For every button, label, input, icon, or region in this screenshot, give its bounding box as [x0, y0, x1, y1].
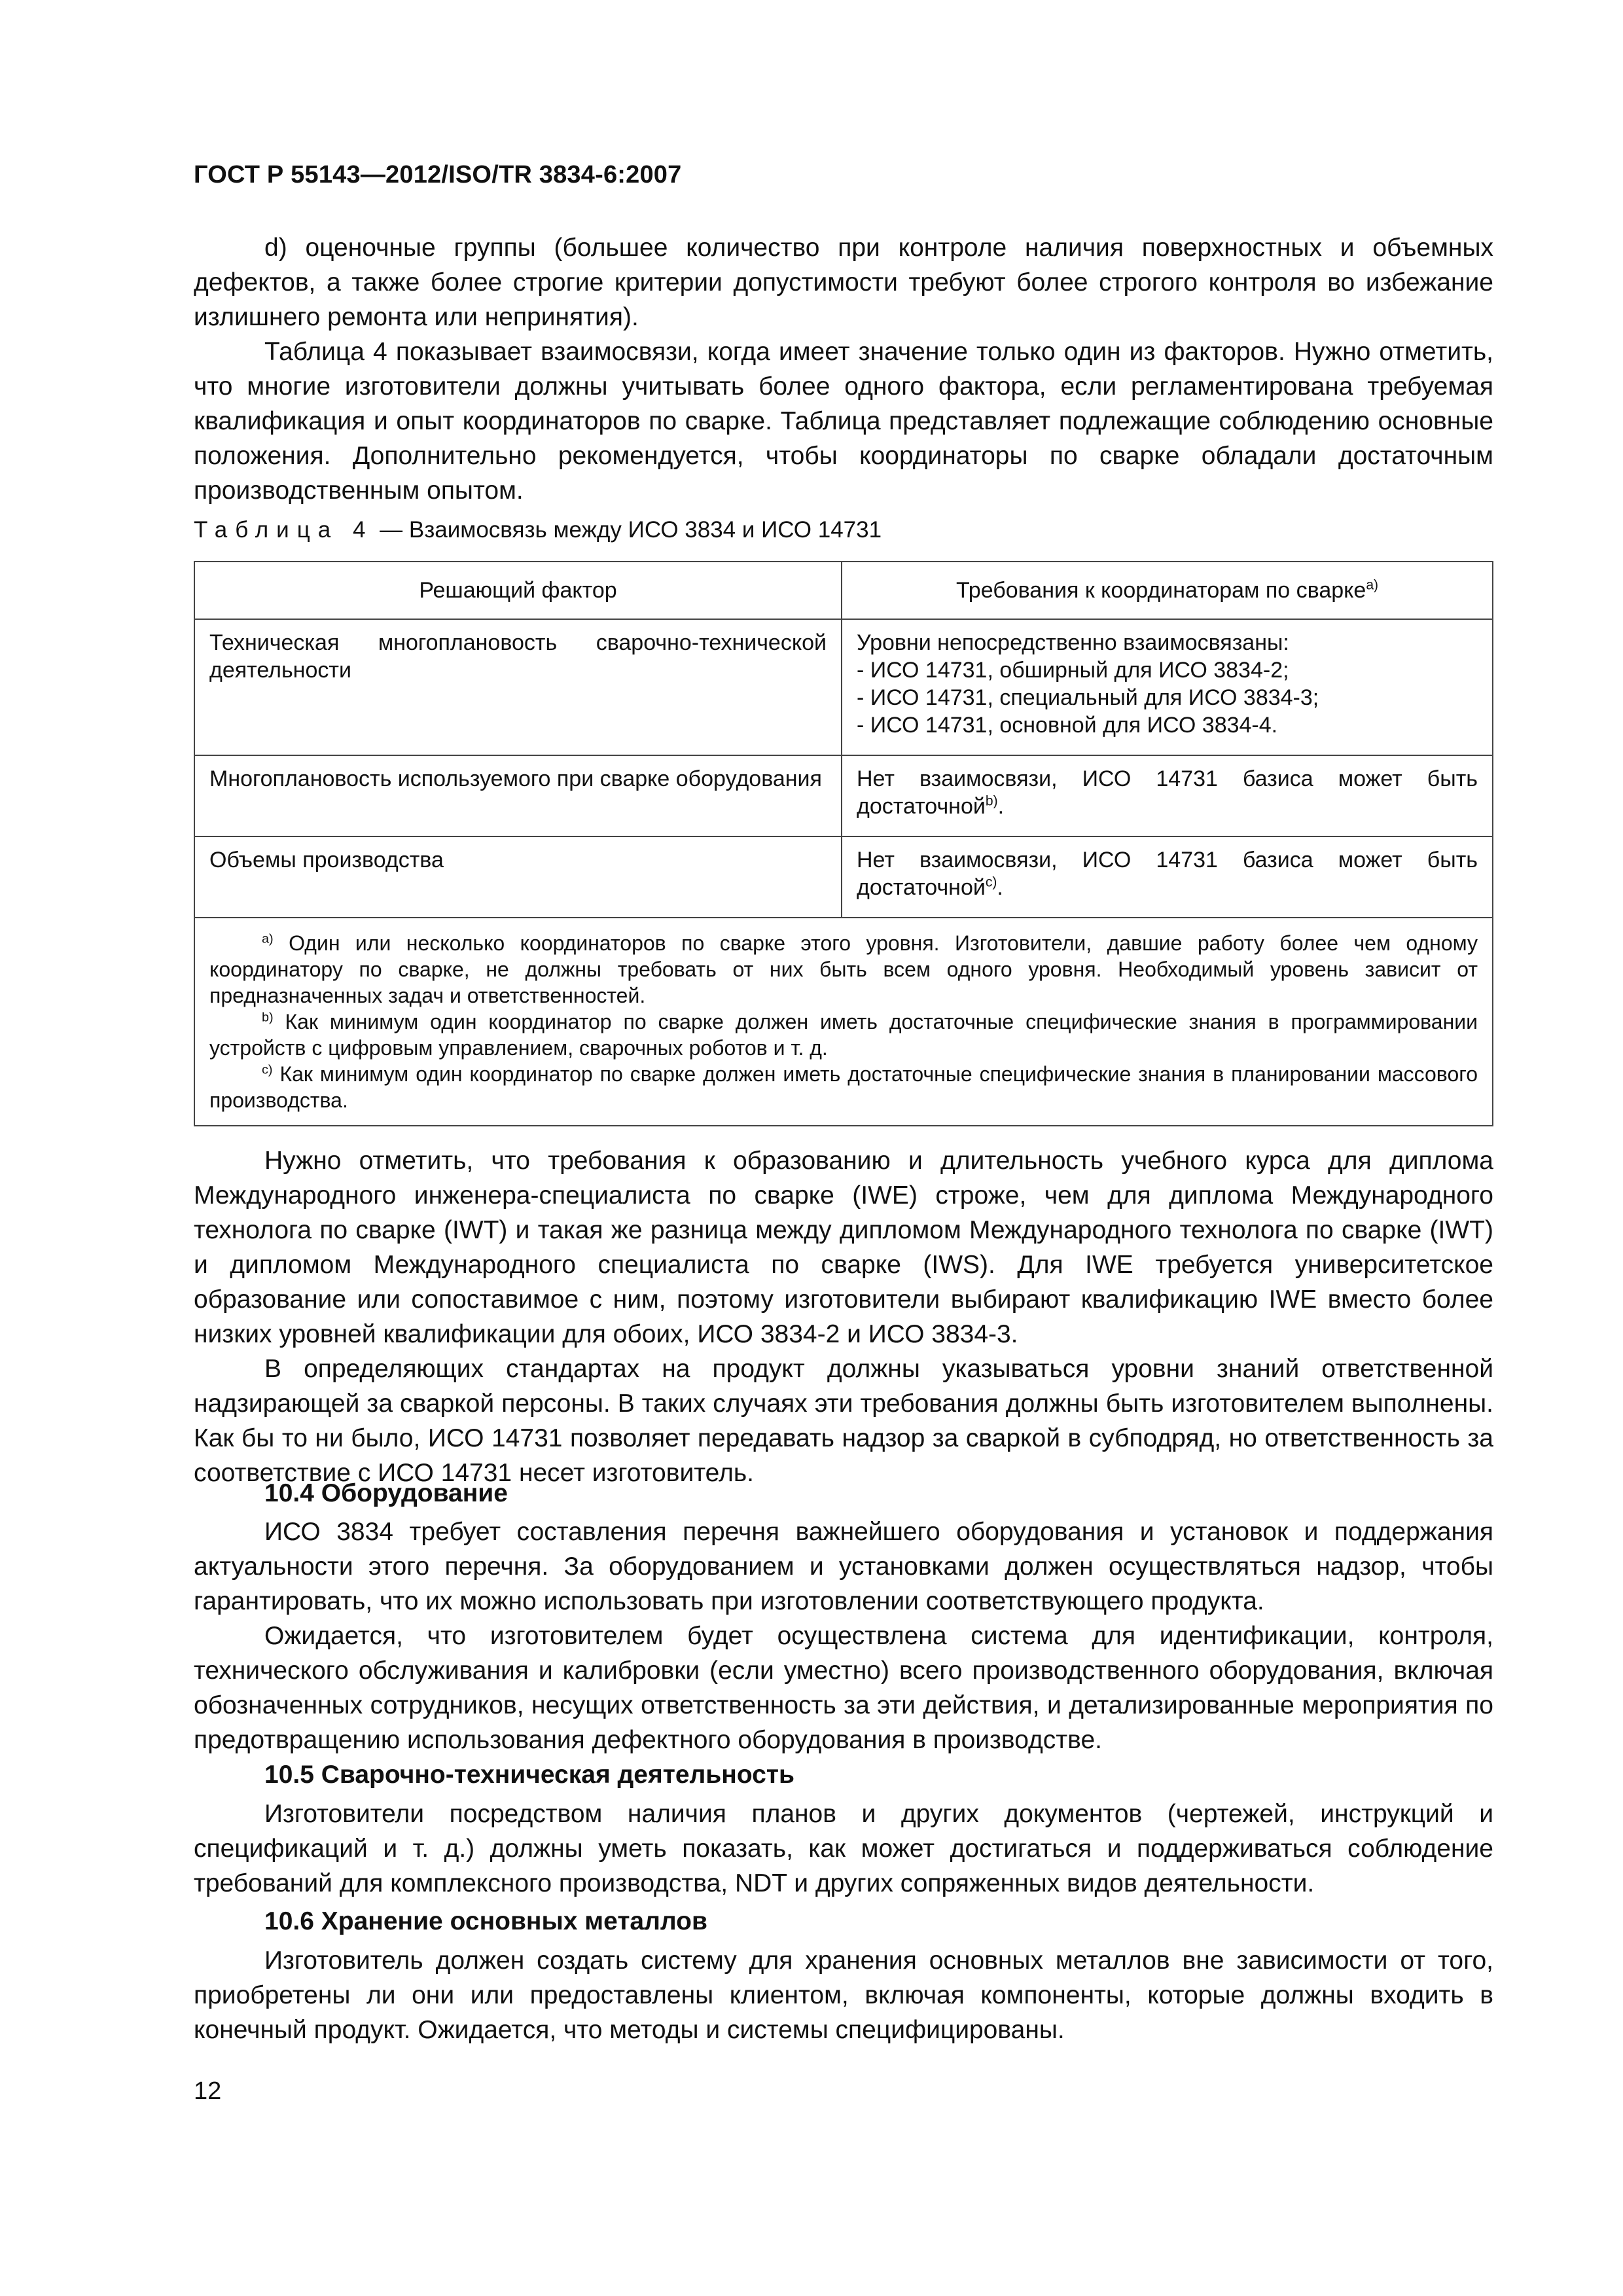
requirement-line: Уровни непосредственно взаимосвязаны:: [857, 630, 1289, 655]
section-body: [194, 1515, 1493, 1757]
paragraph: Ожидается, что изготовителем будет осуществлена система для идентификации, контроля, технического обслуживания и калибровки (если уместно) всего производственного оборудования, включая обозначенных сотрудников, несущих ответственность за эти действия, и детализированные мероприятия по предотвращению использования дефектного оборудования в производстве.: [194, 1622, 1493, 1754]
section-heading: 10.6 Хранение основных металлов: [264, 1907, 707, 1935]
requirement-end: .: [997, 794, 1005, 819]
footnote-ref: c): [985, 874, 997, 890]
paragraph: Изготовитель должен создать систему для хранения основных металлов вне зависимости от того, приобретены ли они или предоставлены клиентом, включая компоненты, которые должны входить в конечный продукт. Ожидается, что методы и системы специфицированы.: [194, 1946, 1493, 2044]
requirement-line: - ИСО 14731, специальный для ИСО 3834-3;: [857, 685, 1319, 710]
paragraph: d) оценочные группы (большее количество при контроле наличия поверхностных и объемных дефектов, а также более строгие критерии допустимости требуют более строгого контроля во избежание излишнего ремонта или непринятия).: [194, 234, 1493, 331]
relation-table: [194, 561, 1493, 1126]
section-heading: 10.4 Оборудование: [264, 1479, 508, 1507]
footnote-ref: b): [985, 793, 998, 809]
requirement-text: Нет взаимосвязи, ИСО 14731 базиса может быть достаточной: [857, 766, 1478, 819]
page-number: 12: [194, 2077, 222, 2105]
requirement-cell: [842, 755, 1493, 836]
requirement-cell: [842, 619, 1493, 755]
table-row: [194, 836, 1493, 918]
table-caption: [194, 516, 882, 545]
factor-cell: Техническая многоплановость сварочно-технической деятельности: [194, 619, 842, 755]
requirement-line: - ИСО 14731, основной для ИСО 3834-4.: [857, 713, 1278, 738]
document-header: ГОСТ Р 55143—2012/ISO/TR 3834-6:2007: [194, 161, 682, 188]
table-row: [194, 619, 1493, 755]
paragraph: В определяющих стандартах на продукт должны указываться уровни знаний ответственной надзирающей за сваркой персоны. В таких случаях эти требования должны быть изготовителем выполнены. Как бы то ни было, ИСО 14731 позволяет передавать надзор за сваркой в субподряд, но ответственность за соответствие с ИСО 14731 несет изготовитель.: [194, 1355, 1493, 1487]
table-caption-text: — Взаимосвязь между ИСО 3834 и ИСО 14731: [373, 517, 882, 543]
table-caption-label: Таблица 4: [194, 517, 374, 543]
requirement-cell: [842, 836, 1493, 918]
header-requirements-text: Требования к координаторам по сварке: [955, 578, 1366, 603]
section-body: [194, 1943, 1493, 2047]
table-note: [209, 930, 1478, 1009]
footnote-mark: a): [262, 931, 274, 946]
table-notes: [194, 918, 1493, 1126]
table-row: [194, 755, 1493, 836]
requirement-line: - ИСО 14731, обширный для ИСО 3834-2;: [857, 658, 1289, 683]
footnote-mark: c): [262, 1062, 273, 1077]
table-header-row: [194, 562, 1493, 619]
requirement-end: .: [997, 875, 1003, 900]
table-4: [194, 561, 1493, 1126]
section-heading: 10.5 Сварочно-техническая деятельность: [264, 1761, 794, 1789]
table-note-text: Один или несколько координаторов по сварке этого уровня. Изготовители, давшие работу более чем одному координатору по сварке, не должны требовать от них быть всем одного уровня. Необходимый уровень зависит от предназначенных задач и ответственностей.: [209, 931, 1478, 1007]
table-note: [209, 1009, 1478, 1061]
footnote-mark: b): [262, 1010, 274, 1025]
intro-text: [194, 230, 1493, 508]
after-table-text: [194, 1143, 1493, 1490]
paragraph: Изготовители посредством наличия планов и других документов (чертежей, инструкций и спецификаций и т. д.) должны уметь показать, как может достигаться и поддерживаться соблюдение требований для комплексного производства, NDT и других сопряженных видов деятельности.: [194, 1800, 1493, 1897]
table-note: [209, 1061, 1478, 1113]
header-requirements: [842, 562, 1493, 619]
requirement-text: Нет взаимосвязи, ИСО 14731 базиса может быть достаточной: [857, 848, 1478, 900]
paragraph: Нужно отметить, что требования к образованию и длительность учебного курса для диплома Международного инженера-специалиста по сварке (IWE) строже, чем для диплома Международного технолога по сварке (IWT) и такая же разница между дипломом Международного технолога по сварке (IWT) и дипломом Международного специалиста по сварке (IWS). Для IWE требуется университетское образование или сопоставимое с ним, поэтому изготовители выбирают квалификацию IWE вместо более низких уровней квалификации для обоих, ИСО 3834-2 и ИСО 3834-3.: [194, 1147, 1493, 1348]
factor-cell: Многоплановость используемого при сварке оборудования: [194, 755, 842, 836]
table-notes-row: [194, 918, 1493, 1126]
table-note-text: Как минимум один координатор по сварке должен иметь достаточные специфические знания в планировании массового производства.: [209, 1062, 1478, 1112]
paragraph: Таблица 4 показывает взаимосвязи, когда имеет значение только один из факторов. Нужно отметить, что многие изготовители должны учитывать более одного фактора, если регламентирована требуемая квалификация и опыт координаторов по сварке. Таблица представляет подлежащие соблюдению основные положения. Дополнительно рекомендуется, чтобы координаторы по сварке обладали достаточным производственным опытом.: [194, 338, 1493, 505]
header-decisive-factor: Решающий фактор: [194, 562, 842, 619]
section-body: [194, 1797, 1493, 1901]
table-note-text: Как минимум один координатор по сварке должен иметь достаточные специфические знания в программировании устройств с цифровым управлением, сварочных роботов и т. д.: [209, 1010, 1478, 1060]
footnote-ref: a): [1366, 577, 1379, 593]
paragraph: ИСО 3834 требует составления перечня важнейшего оборудования и установок и поддержания актуальности этого перечня. За оборудованием и установками должен осуществляться надзор, чтобы гарантировать, что их можно использовать при изготовлении соответствующего продукта.: [194, 1518, 1493, 1615]
factor-cell: Объемы производства: [194, 836, 842, 918]
